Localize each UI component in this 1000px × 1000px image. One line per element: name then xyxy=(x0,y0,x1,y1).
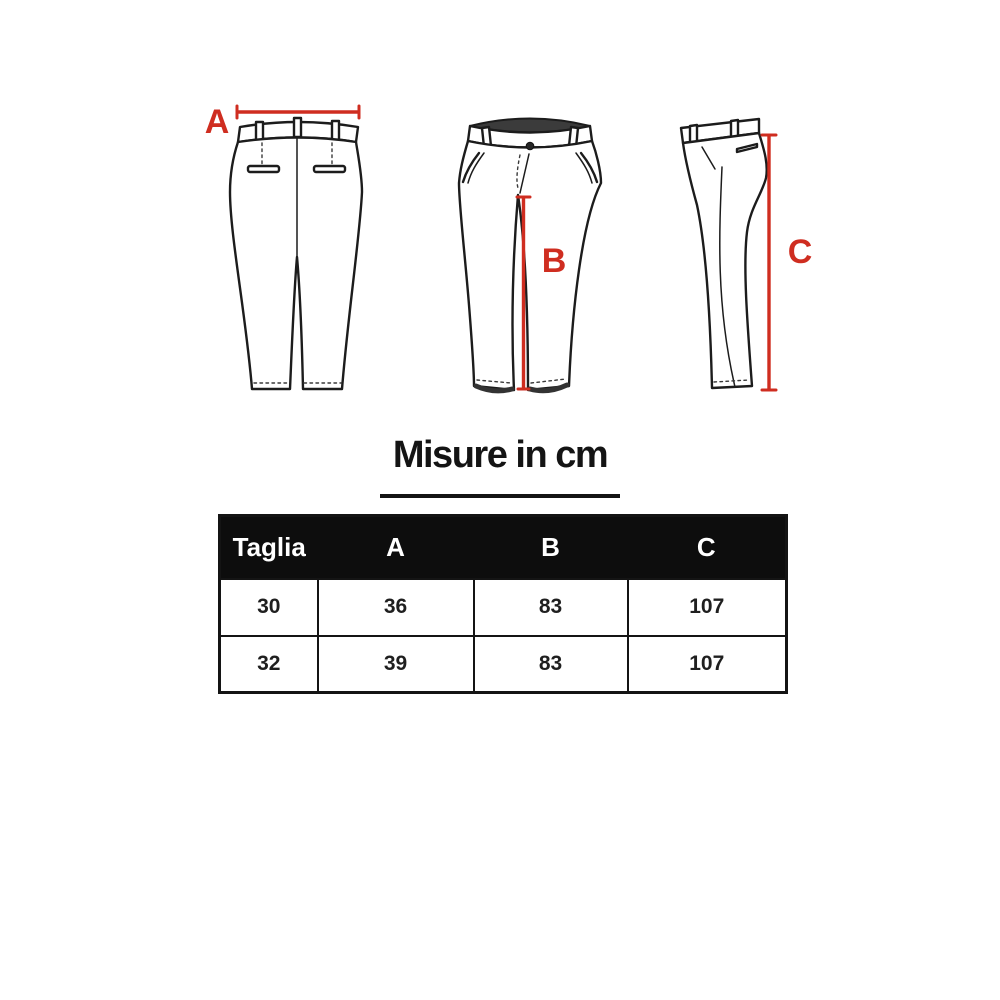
cell-measure-b: 83 xyxy=(474,579,628,636)
pants-side-outline xyxy=(683,133,767,388)
measure-a-label: A xyxy=(204,103,230,141)
pants-side-view xyxy=(681,119,812,390)
header-measure-c: C xyxy=(628,516,787,579)
table-row-size-32 xyxy=(220,636,787,693)
cell-measure-a: 39 xyxy=(318,636,474,693)
title-underline xyxy=(380,494,620,498)
cell-measure-b: 83 xyxy=(474,636,628,693)
belt-loop xyxy=(294,118,301,137)
measure-b-label: B xyxy=(541,242,567,280)
cell-taglia: 32 xyxy=(220,636,318,693)
cell-taglia: 30 xyxy=(220,579,318,636)
pants-front-outline xyxy=(459,141,601,390)
header-taglia: Taglia xyxy=(220,516,318,579)
back-pocket xyxy=(314,166,345,172)
header-measure-b: B xyxy=(474,516,628,579)
pants-back-view xyxy=(205,103,362,389)
page-title: Misure in cm xyxy=(392,434,608,476)
measure-a-marker xyxy=(237,106,359,118)
cell-measure-c: 107 xyxy=(628,579,787,636)
cell-measure-a: 36 xyxy=(318,579,474,636)
belt-loop xyxy=(332,121,339,140)
size-table xyxy=(218,514,788,694)
waist-button xyxy=(526,142,534,150)
table-header-row xyxy=(220,516,787,579)
cell-measure-c: 107 xyxy=(628,636,787,693)
pants-front-view xyxy=(459,119,601,391)
pants-illustration xyxy=(190,95,830,425)
table-row-size-30 xyxy=(220,579,787,636)
pants-back-outline xyxy=(230,138,362,390)
back-pocket xyxy=(248,166,279,172)
header-measure-a: A xyxy=(318,516,474,579)
measure-c-label: C xyxy=(787,233,813,271)
